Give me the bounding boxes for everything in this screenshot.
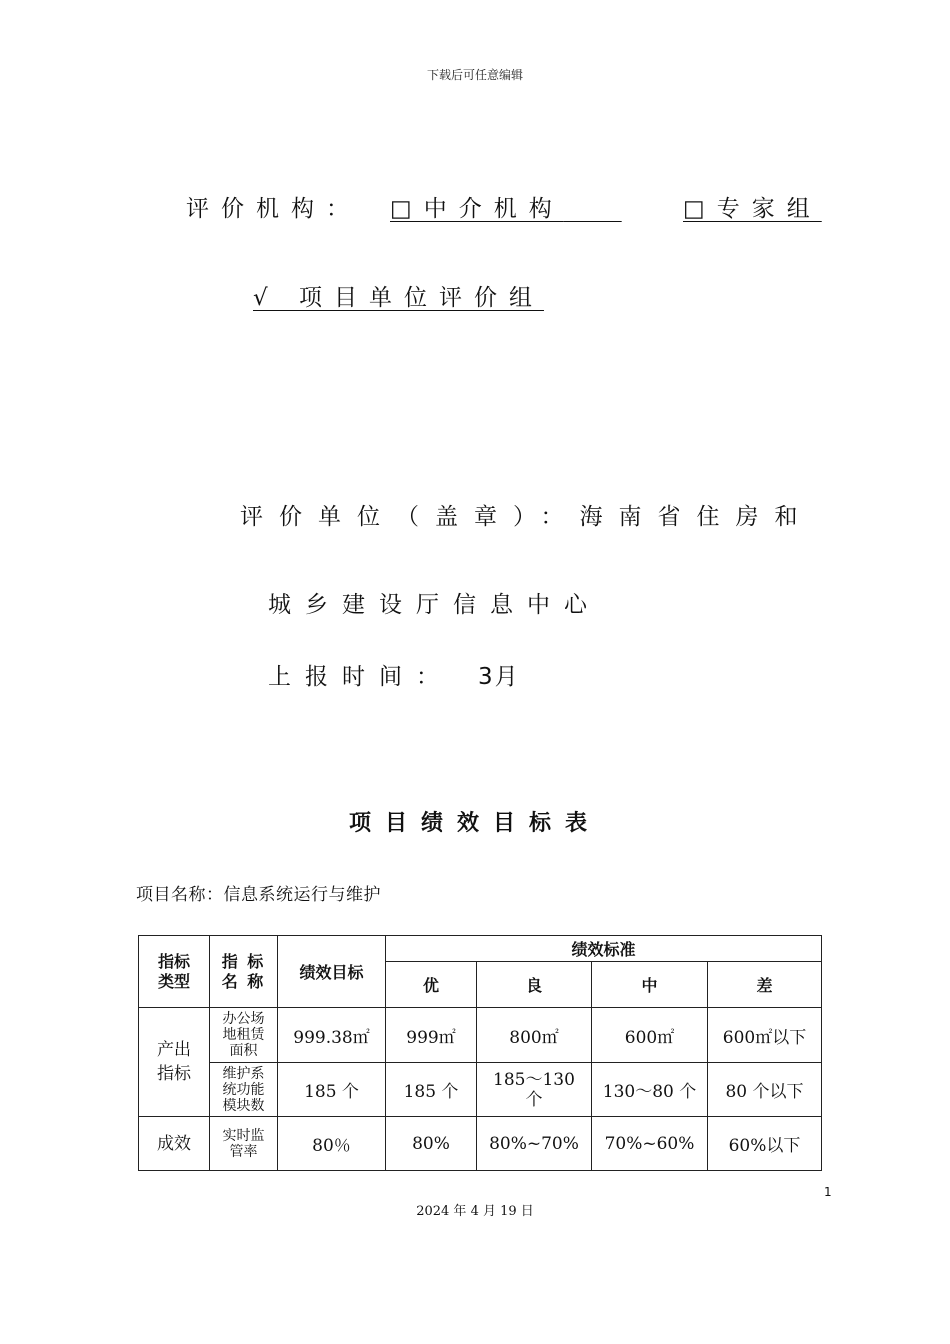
category-effect: 成效 (139, 1117, 210, 1171)
page-number: 1 (824, 1185, 832, 1199)
header-poor: 差 (708, 962, 822, 1008)
header-target: 绩效目标 (278, 936, 386, 1008)
report-time-value: 3月 (478, 664, 520, 690)
performance-table (138, 935, 822, 1171)
poor-value: 60%以下 (708, 1117, 822, 1171)
eval-unit-line1: 评价单位（盖章）：海南省住房和 (240, 504, 814, 530)
table-row (139, 1063, 822, 1117)
target-value: 999.38㎡ (278, 1008, 386, 1063)
good-value: 185～130 个 (477, 1063, 592, 1117)
footer-date: 2024 年 4 月 19 日 (416, 1204, 534, 1219)
target-value: 185 个 (278, 1063, 386, 1117)
poor-value: 80 个以下 (708, 1063, 822, 1117)
header-indicator-name: 指 标名 称 (210, 936, 278, 1008)
excellent-value: 185 个 (386, 1063, 477, 1117)
medium-value: 130～80 个 (592, 1063, 708, 1117)
header-note: 下载后可任意编辑 (426, 68, 523, 82)
eval-org-option-intermediary: □中介机构 (390, 196, 564, 222)
excellent-value: 80% (386, 1117, 477, 1171)
header-medium: 中 (592, 962, 708, 1008)
report-time-label: 上报时间： (268, 664, 453, 690)
category-output: 产出指标 (139, 1008, 210, 1117)
indicator-name: 实时监管率 (210, 1117, 278, 1171)
medium-value: 600㎡ (592, 1008, 708, 1063)
indicator-name: 维护系统功能模块数 (210, 1063, 278, 1117)
eval-org-option-experts: □专家组 (683, 196, 822, 222)
table-title: 项目绩效目标表 (348, 811, 601, 836)
good-value: 800㎡ (477, 1008, 592, 1063)
eval-org-option-unit-group: √ 项目单位评价组 (253, 285, 544, 311)
poor-value: 600㎡以下 (708, 1008, 822, 1063)
medium-value: 70%~60% (592, 1117, 708, 1171)
target-value: 80％ (278, 1117, 386, 1171)
table-row (139, 1008, 822, 1063)
header-excellent: 优 (386, 962, 477, 1008)
header-indicator-type: 指标类型 (139, 936, 210, 1008)
eval-unit-line2: 城乡建设厅信息中心 (268, 592, 601, 618)
project-name: 项目名称：信息系统运行与维护 (136, 885, 381, 905)
header-good: 良 (477, 962, 592, 1008)
good-value: 80%~70% (477, 1117, 592, 1171)
table-row (139, 1117, 822, 1171)
eval-org-label: 评价机构： (186, 196, 361, 222)
indicator-name: 办公场地租赁面积 (210, 1008, 278, 1063)
header-standard: 绩效标准 (386, 936, 822, 962)
excellent-value: 999㎡ (386, 1008, 477, 1063)
